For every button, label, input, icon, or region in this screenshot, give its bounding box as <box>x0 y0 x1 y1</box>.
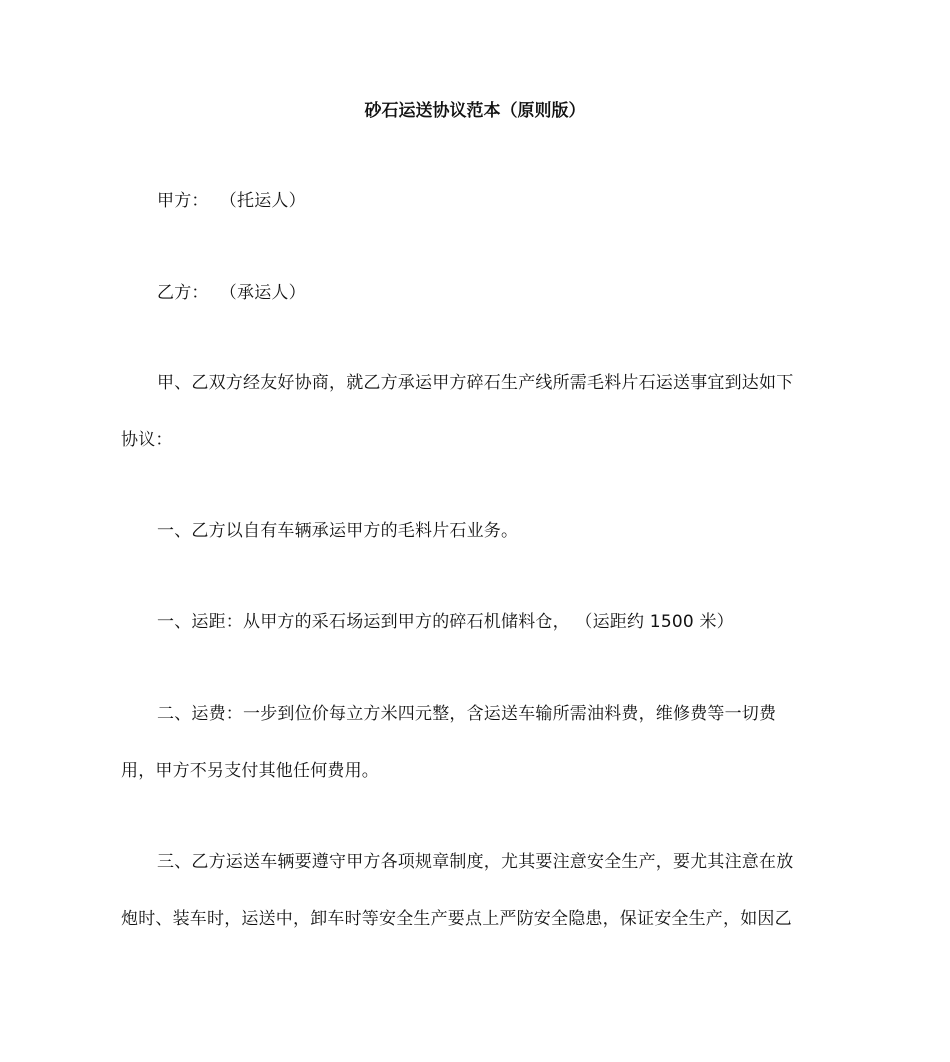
party-b-line: 乙方： （承运人） <box>157 283 306 303</box>
intro-paragraph-line-1: 甲、乙双方经友好协商，就乙方承运甲方碎石生产线所需毛料片石运送事宜到达如下 <box>157 373 794 393</box>
intro-paragraph-line-2: 协议： <box>121 430 173 450</box>
clause-fee-line-2: 用，甲方不另支付其他任何费用。 <box>121 761 379 781</box>
clause-safety-line-1: 三、乙方运送车辆要遵守甲方各项规章制度，尤其要注意安全生产，要尤其注意在放 <box>157 852 794 872</box>
clause-fee-line-1: 二、运费：一步到位价每立方米四元整，含运送车输所需油料费，维修费等一切费 <box>157 704 777 724</box>
clause-safety-line-2: 炮时、装车时，运送中，卸车时等安全生产要点上严防安全隐患，保证安全生产，如因乙 <box>121 909 792 929</box>
party-a-line: 甲方： （托运人） <box>157 191 306 211</box>
clause-vehicles: 一、乙方以自有车辆承运甲方的毛料片石业务。 <box>157 521 519 541</box>
clause-distance: 一、运距：从甲方的采石场运到甲方的碎石机储料仓， （运距约 1500 米） <box>157 612 734 632</box>
document-title: 砂石运送协议范本（原则版） <box>364 101 586 121</box>
